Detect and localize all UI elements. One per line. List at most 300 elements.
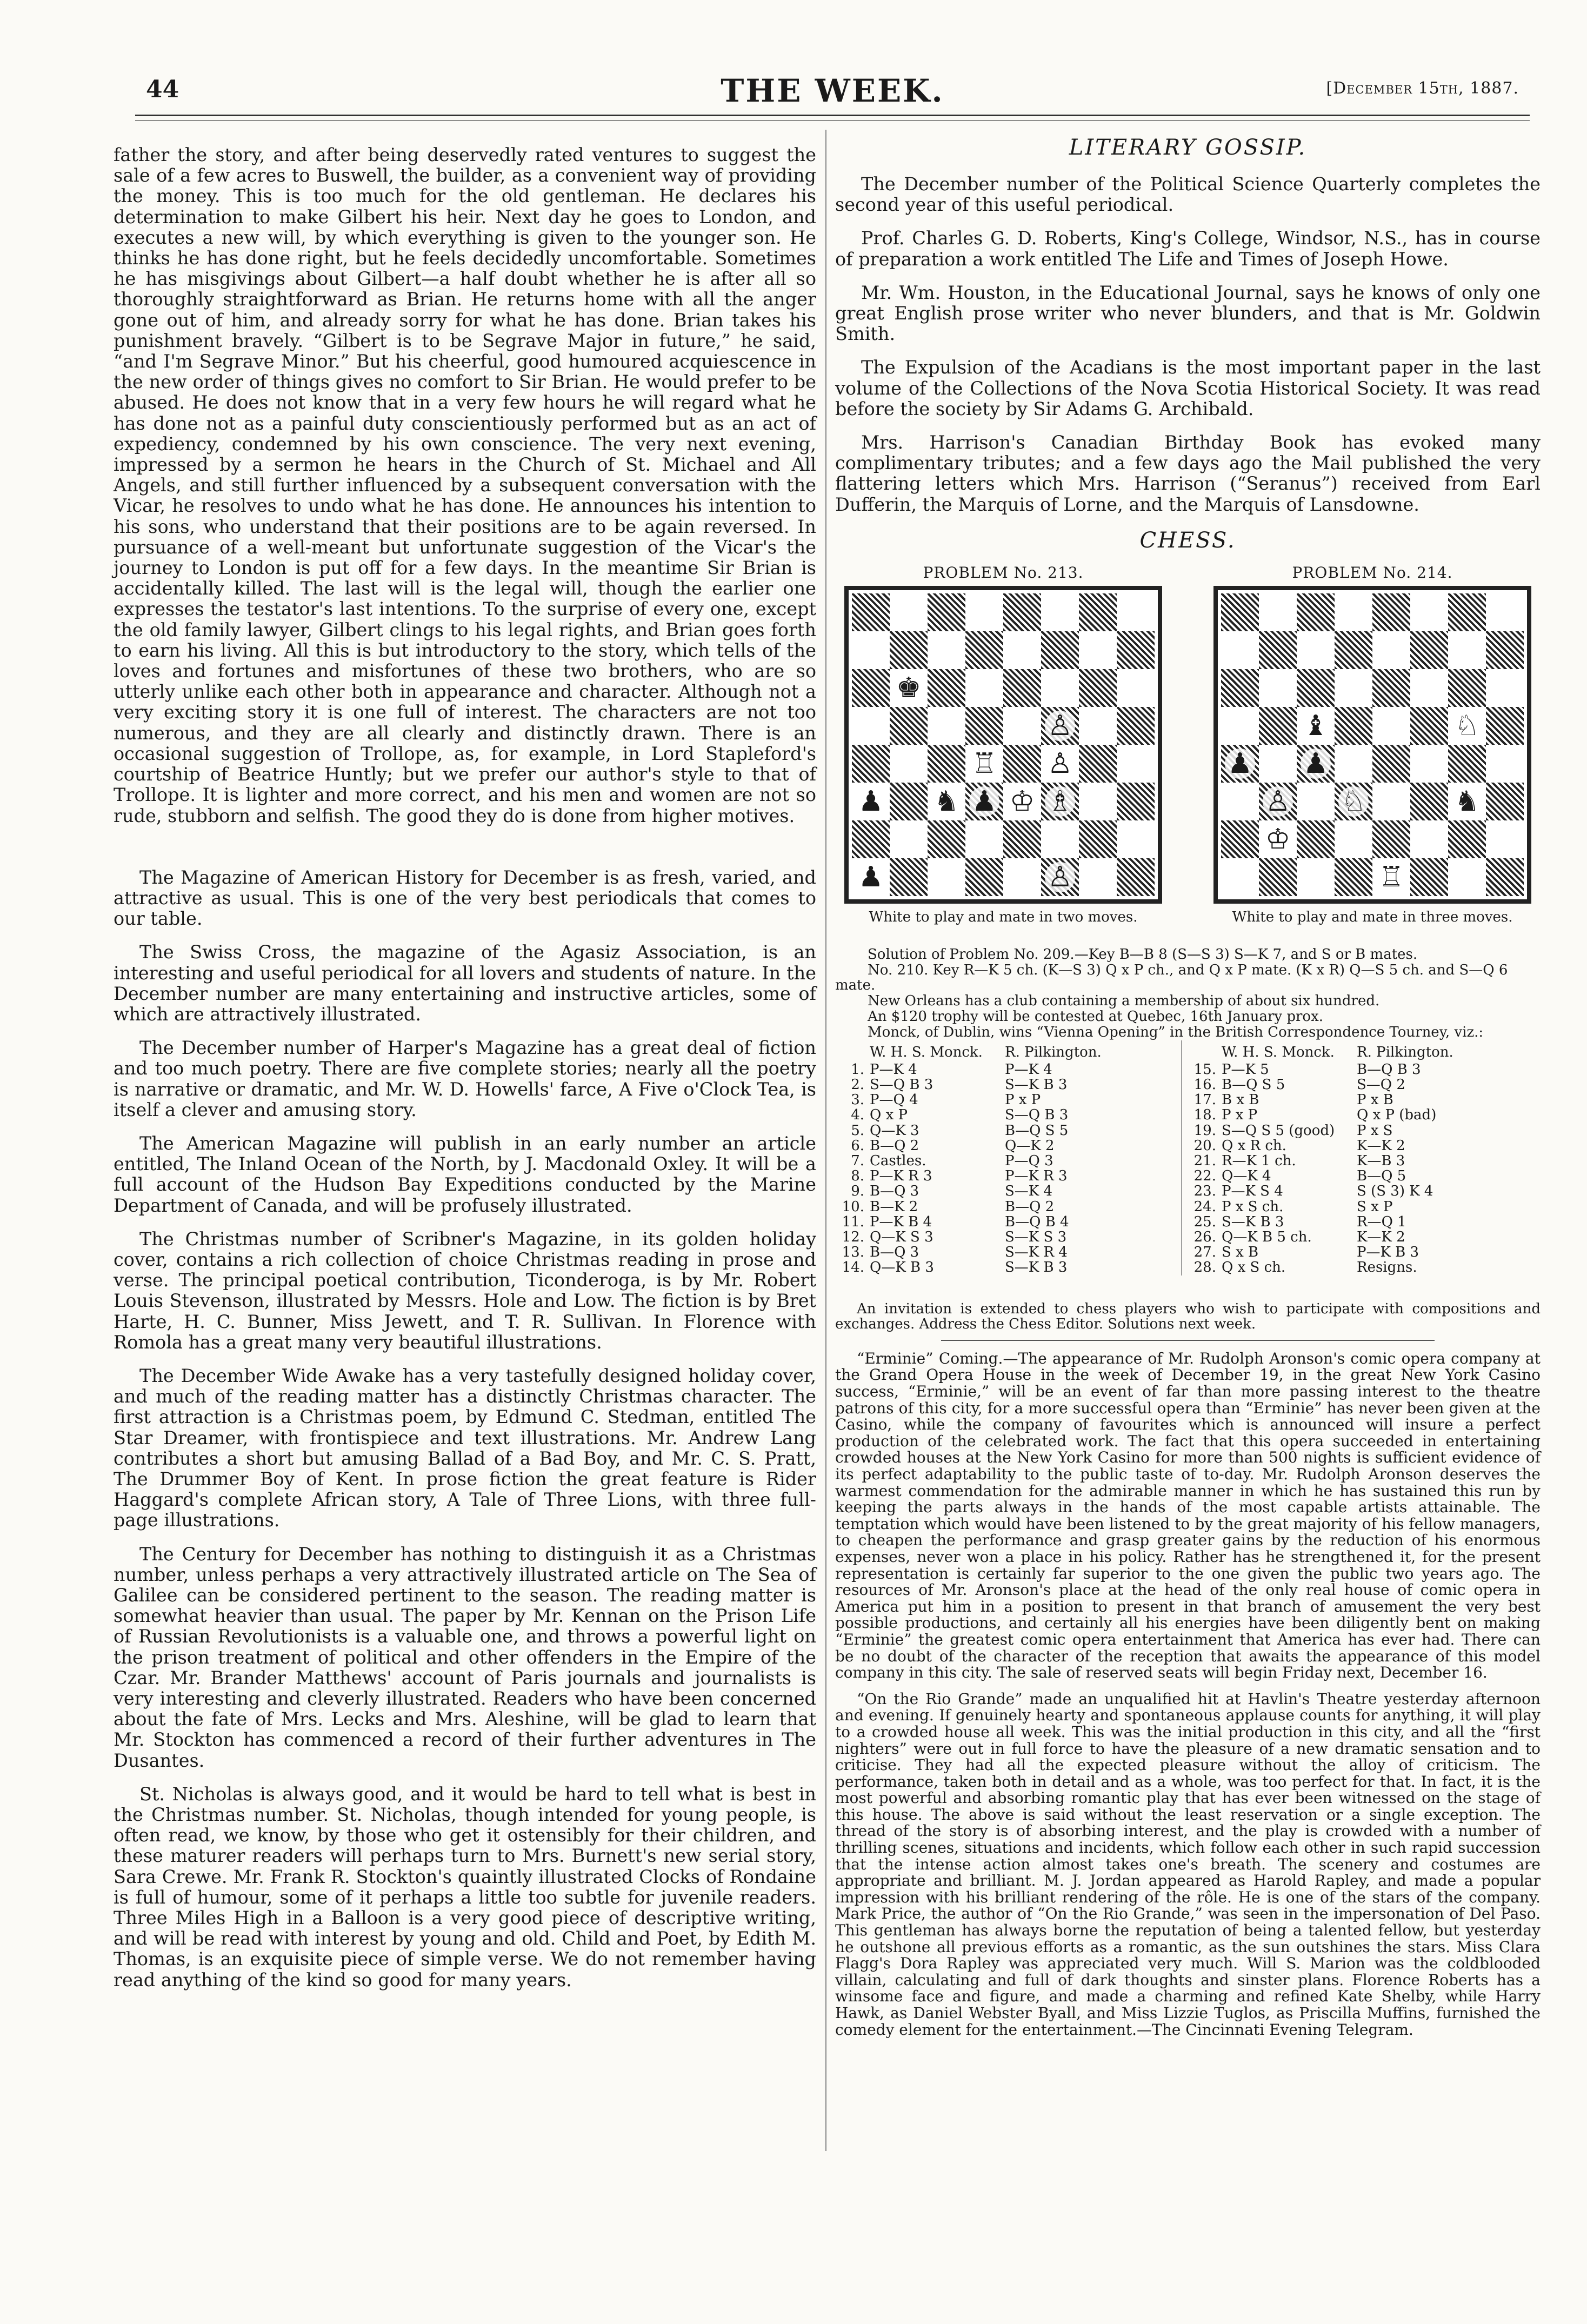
move-number: 23. <box>1193 1183 1216 1200</box>
move-row <box>1187 1077 1533 1092</box>
literary-gossip-heading: LITERARY GOSSIP. <box>1069 135 1307 160</box>
board-square-e5 <box>1372 707 1410 745</box>
masthead-title: THE WEEK. <box>721 72 944 109</box>
black-move: B—Q 2 <box>1005 1198 1055 1215</box>
chess-piece-icon: ♝ <box>1303 709 1329 742</box>
board-square-a2 <box>852 820 890 858</box>
black-move: S (S 3) K 4 <box>1357 1183 1433 1200</box>
white-move: B—Q 2 <box>870 1137 919 1154</box>
move-row <box>835 1230 1181 1245</box>
board-square-g1 <box>1448 858 1486 896</box>
black-move: R—Q 1 <box>1357 1213 1406 1230</box>
chess-piece-icon: ♟ <box>858 860 884 893</box>
white-move: B—Q 3 <box>870 1183 919 1200</box>
board-square-d7 <box>965 631 1003 669</box>
board-square-b4 <box>1259 745 1297 783</box>
left-column <box>114 145 816 2004</box>
board-square-h4 <box>1117 745 1155 783</box>
board-square-f4 <box>1041 745 1079 783</box>
board-square-f2 <box>1410 820 1448 858</box>
board-square-c7 <box>1297 631 1335 669</box>
move-number: 28. <box>1193 1259 1216 1276</box>
notice-paragraph: The December number of Harper's Magazine has a great deal of fiction and too much poetry. There are five complete stories; nearly all the poetry is narrative or dramatic, and Mr. W. D. Howells' farce, A Five o'Clock Tea, is itself a clever and amusing story. <box>114 1037 816 1120</box>
board-square-c1 <box>1297 858 1335 896</box>
move-number: 1. <box>851 1061 864 1078</box>
board-square-f8 <box>1041 593 1079 631</box>
black-move: Resigns. <box>1357 1259 1417 1276</box>
chess-board <box>1221 593 1524 896</box>
board-square-h6 <box>1486 669 1524 707</box>
move-row <box>835 1245 1181 1260</box>
board-square-g4 <box>1448 745 1486 783</box>
move-row <box>835 1199 1181 1214</box>
move-number: 3. <box>851 1092 864 1108</box>
board-square-h8 <box>1117 593 1155 631</box>
board-square-e3 <box>1003 783 1041 820</box>
board-square-f3 <box>1410 783 1448 820</box>
white-move: P—K B 4 <box>870 1213 932 1230</box>
white-move: P x P <box>1222 1107 1258 1124</box>
problem-caption: White to play and mate in three moves. <box>1232 909 1513 925</box>
page-header <box>146 72 1519 109</box>
board-square-a4 <box>1221 745 1259 783</box>
chess-problems <box>838 564 1537 925</box>
board-square-e1 <box>1372 858 1410 896</box>
chess-note: New Orleans has a club containing a membership of about six hundred. <box>868 993 1380 1010</box>
move-number: 9. <box>851 1183 864 1200</box>
chess-piece-icon: ♞ <box>1454 785 1480 818</box>
board-square-g5 <box>1079 707 1117 745</box>
board-square-g5 <box>1448 707 1486 745</box>
move-number: 6. <box>851 1137 864 1154</box>
board-square-g4 <box>1079 745 1117 783</box>
move-row <box>835 1260 1181 1275</box>
move-number-header <box>835 1045 870 1060</box>
board-square-g3 <box>1079 783 1117 820</box>
gossip-item: The December number of the Political Science Quarterly completes the second year of this useful periodical. <box>835 173 1541 216</box>
board-square-f1 <box>1410 858 1448 896</box>
black-player: R. Pilkington. <box>1357 1044 1453 1060</box>
game-header <box>1187 1045 1533 1060</box>
board-square-h1 <box>1117 858 1155 896</box>
rio-grande-notice: “On the Rio Grande” made an unqualified hit at Havlin's Theatre yesterday afternoon and evening. If genuinely hearty and spontaneous applause counts for anything, it will play to a crowded house all week. This was the initial production in this city, and all the “first nighters” were out in full force to have the pleasure of a new dramatic sensation and to criticise. They had all the expected pleasure without the alloy of criticism. The performance, taken both in detail and as a whole, was too perfect for that. In fact, it is the most powerful and absorbing romantic play that has ever been witnessed on the stage of this house. The above is said without the least reservation or a single exception. The thread of the story is of absorbing interest, and the play is crowded with a number of thrilling scenes, situations and incidents, which follow each other in such rapid succession that the intense action almost takes one's breath. The scenery and costumes are appropriate and brilliant. M. J. Jordan appeared as Harold Rapley, and made a popular impression with his brilliant rendering of the rôle. He is one of the stars of the company. Mark Price, the author of “On the Rio Grande,” was seen in the impersonation of Del Paso. This gentleman has always borne the reputation of being a talented fellow, but yesterday he outshone all previous efforts as a romantic, as the sun outshines the stars. Miss Clara Flagg's Dora Rapley was appreciated very much. Will S. Marion was the coldblooded villain, calculating and full of dark thoughts and sinster plans. Florence Roberts has a winsome face and figure, and made a charming and refined Kate Shelby, while Harry Hawk, as Daniel Webster Byall, and Miss Lizzie Tuglos, as Priscilla Muffins, furnished the comedy element for the entertainment.—The Cincinnati Evening Telegram. <box>835 1689 1541 2039</box>
move-row <box>1187 1214 1533 1230</box>
move-row <box>1187 1199 1533 1214</box>
chess-note: Monck, of Dublin, wins “Vienna Opening” in the British Correspondence Tourney, viz.: <box>868 1024 1484 1040</box>
board-square-f8 <box>1410 593 1448 631</box>
board-square-d5 <box>965 707 1003 745</box>
board-square-e6 <box>1003 669 1041 707</box>
black-move: B—Q B 3 <box>1357 1061 1421 1078</box>
move-number: 19. <box>1193 1122 1216 1139</box>
board-square-d4 <box>965 745 1003 783</box>
board-square-h2 <box>1486 820 1524 858</box>
board-square-d8 <box>965 593 1003 631</box>
board-square-g2 <box>1079 820 1117 858</box>
board-square-d5 <box>1335 707 1372 745</box>
erminie-notice: “Erminie” Coming.—The appearance of Mr. Rudolph Aronson's comic opera company at the Grand Opera House in the week of December 19, in the great New York Casino success, “Erminie,” will be an event of far than more passing interest to the theatre patrons of this city, for a more successful opera than “Erminie” has never been given at the Casino, while the company of favourites which is announced will insure a perfect production of the celebrated work. The fact that this opera succeeded in entertaining crowded houses at the New York Casino for more than 500 nights is sufficient evidence of its perfect adaptability to the public taste of to-day. Mr. Rudolph Aronson deserves the warmest commendation for the admirable manner in which he has sustained this run by keeping the parts always in the hands of the most capable artists attainable. The temptation which would have been listened to by the great majority of his fellow managers, to cheapen the performance and grasp greater gains by the reduction of his enormous expenses, never won a place in his policy. Rather has he strengthened it, for the present representation is certainly far superior to the one given the public two years ago. The resources of Mr. Aronson's place at the head of the only real house of comic opera in America put him in a position to present in that branch of amusement the very best possible productions, and certainly all his energies have been diligently bent on making “Erminie” the greatest comic opera entertainment that America has ever had. There can be no doubt of the character of the reception that awaits the appearance of this model company in this city. The sale of reserved seats will begin Friday next, December 16. <box>835 1349 1541 1682</box>
chess-piece-icon: ♘ <box>1454 709 1480 742</box>
board-square-g8 <box>1448 593 1486 631</box>
black-move: S—K 4 <box>1005 1183 1053 1200</box>
page-number: 44 <box>146 76 179 103</box>
black-move: Q x P (bad) <box>1357 1107 1437 1124</box>
move-number: 10. <box>842 1198 864 1215</box>
board-square-d6 <box>965 669 1003 707</box>
move-number: 27. <box>1193 1244 1216 1261</box>
notice-paragraph: The Swiss Cross, the magazine of the Agasiz Association, is an interesting and useful periodical for all lovers and students of nature. In the December number are many entertaining and instructive articles, some of which are attractively illustrated. <box>114 941 816 1025</box>
chess-piece-icon: ♔ <box>1009 785 1035 818</box>
board-square-f3 <box>1041 783 1079 820</box>
game-moves <box>1187 1062 1533 1275</box>
board-square-b3 <box>890 783 928 820</box>
board-square-d1 <box>965 858 1003 896</box>
board-square-h7 <box>1486 631 1524 669</box>
move-row <box>1187 1092 1533 1107</box>
board-square-d7 <box>1335 631 1372 669</box>
notice-paragraph: St. Nicholas is always good, and it would be hard to tell what is best in the Christmas number. St. Nicholas, though intended for young people, is often read, we know, by those who get it ostensibly for their children, and these maturer readers will perhaps turn to Mrs. Burnett's new serial story, Sara Crewe. Mr. Frank R. Stockton's quaintly illustrated Clocks of Rondaine is full of humour, some of it perhaps a little too subtle for juvenile readers. Three Miles High in a Balloon is a very good piece of descriptive writing, and will be read with interest by young and old. Child and Poet, by Edith M. Thomas, is an exquisite piece of simple verse. We do not remember having read anything of the kind so good for many years. <box>114 1783 816 1991</box>
notice-paragraph: The American Magazine will publish in an early number an article entitled, The Inland Ocean of the North, by J. Macdonald Oxley. It will be a full account of the Hudson Bay Expeditions conducted by the Marine Department of Canada, and will be profusely illustrated. <box>114 1132 816 1216</box>
black-move: S—K B 3 <box>1005 1259 1068 1276</box>
move-number: 2. <box>851 1077 864 1093</box>
chess-piece-icon: ♙ <box>1263 786 1293 817</box>
board-square-e4 <box>1372 745 1410 783</box>
gossip-item: The Expulsion of the Acadians is the most important paper in the last volume of the Collections of the Nova Scotia Historical Society. It was read before the society by Sir Adams G. Archibald. <box>835 357 1541 419</box>
board-square-b6 <box>1259 669 1297 707</box>
move-number: 25. <box>1193 1213 1216 1230</box>
board-square-e8 <box>1372 593 1410 631</box>
board-square-a3 <box>852 783 890 820</box>
black-move: K—K 2 <box>1357 1137 1405 1154</box>
board-square-d2 <box>965 820 1003 858</box>
white-move: Q—K S 3 <box>870 1229 933 1246</box>
white-move: S—K B 3 <box>1222 1213 1284 1230</box>
board-square-b2 <box>890 820 928 858</box>
move-number: 16. <box>1193 1077 1216 1093</box>
header-rule <box>135 115 1530 116</box>
chess-board-frame <box>844 586 1162 904</box>
move-row <box>835 1214 1181 1230</box>
board-square-a8 <box>1221 593 1259 631</box>
move-number: 22. <box>1193 1168 1216 1185</box>
white-move: P—Q 4 <box>870 1092 918 1108</box>
board-square-f5 <box>1041 707 1079 745</box>
board-square-c4 <box>928 745 965 783</box>
chess-piece-icon: ♟ <box>1301 749 1331 779</box>
problem-title: PROBLEM No. 214. <box>1292 563 1453 582</box>
board-square-c2 <box>928 820 965 858</box>
board-square-b2 <box>1259 820 1297 858</box>
black-move: P x B <box>1357 1092 1393 1108</box>
board-square-b1 <box>1259 858 1297 896</box>
board-square-a3 <box>1221 783 1259 820</box>
board-square-c8 <box>1297 593 1335 631</box>
board-square-g3 <box>1448 783 1486 820</box>
board-square-f7 <box>1410 631 1448 669</box>
white-move: B—Q 3 <box>870 1244 919 1261</box>
move-row <box>1187 1123 1533 1138</box>
move-row <box>835 1184 1181 1199</box>
chess-notes <box>835 947 1541 1040</box>
game-score <box>835 1040 1541 1275</box>
board-square-c1 <box>928 858 965 896</box>
board-square-c2 <box>1297 820 1335 858</box>
white-move: P—K R 3 <box>870 1168 932 1185</box>
board-square-e4 <box>1003 745 1041 783</box>
board-square-f6 <box>1410 669 1448 707</box>
move-row <box>835 1123 1181 1138</box>
white-move: Q x R ch. <box>1222 1137 1286 1154</box>
gossip-item: Mrs. Harrison's Canadian Birthday Book has evoked many complimentary tributes; and a few days ago the Mail published the very flattering letters which Mrs. Harrison (“Seranus”) received from Earl Dufferin, the Marquis of Lorne, and the Marquis of Lansdowne. <box>835 432 1541 515</box>
move-row <box>1187 1260 1533 1275</box>
move-number: 11. <box>842 1213 864 1230</box>
notice-paragraph: The Magazine of American History for December is as fresh, varied, and attractive as usual. This is one of the very best periodicals that comes to our table. <box>114 866 816 930</box>
board-square-e7 <box>1003 631 1041 669</box>
board-square-e6 <box>1372 669 1410 707</box>
black-move: S—Q 2 <box>1357 1077 1405 1093</box>
black-move: S x P <box>1357 1198 1393 1215</box>
move-row <box>835 1153 1181 1168</box>
black-move: P—K B 3 <box>1357 1244 1419 1261</box>
move-row <box>835 1168 1181 1184</box>
move-number: 20. <box>1193 1137 1216 1154</box>
move-row <box>1187 1138 1533 1153</box>
board-square-g2 <box>1448 820 1486 858</box>
board-square-b8 <box>1259 593 1297 631</box>
board-square-d3 <box>965 783 1003 820</box>
chess-piece-icon: ♘ <box>1338 786 1369 817</box>
board-square-c3 <box>928 783 965 820</box>
black-move: P—Q 3 <box>1005 1153 1053 1170</box>
board-square-b5 <box>890 707 928 745</box>
black-player: R. Pilkington. <box>1005 1044 1102 1060</box>
white-move: Q x P <box>870 1107 908 1124</box>
black-move: B—Q B 4 <box>1005 1213 1069 1230</box>
white-move: Castles. <box>870 1153 926 1170</box>
move-number: 13. <box>842 1244 864 1261</box>
move-row <box>1187 1230 1533 1245</box>
chess-heading: CHESS. <box>1139 527 1236 553</box>
white-move: P—K S 4 <box>1222 1183 1283 1200</box>
board-square-h1 <box>1486 858 1524 896</box>
chess-piece-icon: ♟ <box>1225 749 1255 779</box>
white-move: R—K 1 ch. <box>1222 1153 1296 1170</box>
white-move: Q x S ch. <box>1222 1259 1286 1276</box>
chess-invitation: An invitation is extended to chess players who wish to participate with compositions and exchanges. Address the Chess Editor. Solutions next week. <box>835 1300 1541 1333</box>
problem-title: PROBLEM No. 213. <box>923 563 1084 582</box>
column-divider <box>825 130 826 2151</box>
black-move: S—K S 3 <box>1005 1229 1067 1246</box>
black-move: P x P <box>1005 1092 1041 1108</box>
move-number: 18. <box>1193 1107 1216 1124</box>
move-number: 5. <box>851 1122 864 1139</box>
move-number: 14. <box>842 1259 864 1276</box>
board-square-b1 <box>890 858 928 896</box>
chess-piece-icon: ♖ <box>1378 860 1404 893</box>
board-square-c6 <box>928 669 965 707</box>
board-square-g6 <box>1448 669 1486 707</box>
board-square-b7 <box>890 631 928 669</box>
move-row <box>835 1107 1181 1123</box>
move-row <box>1187 1245 1533 1260</box>
chess-piece-icon: ♙ <box>1047 747 1073 780</box>
move-row <box>835 1092 1181 1107</box>
right-column <box>835 135 1541 2048</box>
move-row <box>1187 1107 1533 1123</box>
board-square-d8 <box>1335 593 1372 631</box>
board-square-g1 <box>1079 858 1117 896</box>
black-move: P—K 4 <box>1005 1061 1052 1078</box>
move-row <box>1187 1153 1533 1168</box>
board-square-h4 <box>1486 745 1524 783</box>
chess-piece-icon: ♗ <box>1045 786 1075 817</box>
board-square-a6 <box>1221 669 1259 707</box>
move-number: 12. <box>842 1229 864 1246</box>
chess-note: An $120 trophy will be contested at Quebec, 16th January prox. <box>868 1009 1324 1025</box>
black-move: K—B 3 <box>1357 1153 1405 1170</box>
chess-piece-icon: ♔ <box>1265 823 1291 856</box>
board-square-e2 <box>1003 820 1041 858</box>
board-square-a5 <box>1221 707 1259 745</box>
black-move: K—K 2 <box>1357 1229 1405 1246</box>
move-row <box>835 1077 1181 1092</box>
white-player: W. H. S. Monck. <box>870 1044 983 1060</box>
board-square-f7 <box>1041 631 1079 669</box>
move-number: 17. <box>1193 1092 1216 1108</box>
white-move: B—Q S 5 <box>1222 1077 1285 1093</box>
board-square-c4 <box>1297 745 1335 783</box>
board-square-c6 <box>1297 669 1335 707</box>
white-move: Q—K B 3 <box>870 1259 934 1276</box>
chess-piece-icon: ♟ <box>858 785 884 818</box>
white-move: B—K 2 <box>870 1198 918 1215</box>
board-square-a8 <box>852 593 890 631</box>
board-square-g6 <box>1079 669 1117 707</box>
notice-paragraph: The Century for December has nothing to distinguish it as a Christmas number, unless perhaps a very attractively illustrated article on The Sea of Galilee can be considered pertinent to the season. The reading matter is somewhat heavier than usual. The paper by Mr. Kennan on the Prison Life of Russian Revolutionists is a valuable one, and throws a powerful light on the prison treatment of political and other offenders in the Empire of the Czar. Mr. Brander Matthews' account of Paris journals and journalists is very interesting and cleverly illustrated. Readers who have been concerned about the fate of Mrs. Lecks and Mrs. Aleshine, will be glad to learn that Mr. Stockton has commenced a record of their further adventures in The Dusantes. <box>114 1543 816 1771</box>
white-move: Q—K 3 <box>870 1122 919 1139</box>
game-half-right <box>1187 1040 1533 1275</box>
black-move: S—K R 4 <box>1005 1244 1068 1261</box>
board-square-c8 <box>928 593 965 631</box>
board-square-b6 <box>890 669 928 707</box>
board-square-a5 <box>852 707 890 745</box>
game-divider <box>1181 1040 1182 1275</box>
chess-piece-icon: ♚ <box>896 671 922 704</box>
board-square-a6 <box>852 669 890 707</box>
board-square-b7 <box>1259 631 1297 669</box>
chess-board <box>852 593 1155 896</box>
board-square-b5 <box>1259 707 1297 745</box>
white-move: B x B <box>1222 1092 1259 1108</box>
gossip-item: Prof. Charles G. D. Roberts, King's College, Windsor, N.S., has in course of preparation a work entitled The Life and Times of Joseph Howe. <box>835 228 1541 270</box>
board-square-a2 <box>1221 820 1259 858</box>
move-number: 26. <box>1193 1229 1216 1246</box>
move-number: 7. <box>851 1153 864 1170</box>
notice-paragraph: The Christmas number of Scribner's Magazine, in its golden holiday cover, contains a rich collection of choice Christmas reading in prose and verse. The principal poetical contribution, Ticonderoga, is by Mr. Robert Louis Stevenson, illustrated by Messrs. Hole and Low. The fiction is by Bret Harte, H. C. Bunner, Miss Jewett, and T. R. Sullivan. In Florence with Romola has a great many very beautiful illustrations. <box>114 1228 816 1353</box>
board-square-a1 <box>1221 858 1259 896</box>
board-square-h6 <box>1117 669 1155 707</box>
chess-note: Solution of Problem No. 209.—Key B—B 8 (S—S 3) S—K 7, and S or B mates. <box>868 946 1418 963</box>
move-row <box>835 1138 1181 1153</box>
white-move: Q—K B 5 ch. <box>1222 1229 1312 1246</box>
game-header <box>835 1045 1181 1060</box>
board-square-f2 <box>1041 820 1079 858</box>
move-number: 4. <box>851 1107 864 1124</box>
board-square-h8 <box>1486 593 1524 631</box>
black-move: B—Q S 5 <box>1005 1122 1069 1139</box>
board-square-c5 <box>1297 707 1335 745</box>
board-square-h3 <box>1486 783 1524 820</box>
issue-date: [December 15th, 1887. <box>1326 79 1519 98</box>
move-number: 8. <box>851 1168 864 1185</box>
board-square-h7 <box>1117 631 1155 669</box>
chess-piece-icon: ♟ <box>969 786 999 817</box>
board-square-a7 <box>1221 631 1259 669</box>
board-square-h5 <box>1117 707 1155 745</box>
board-square-a1 <box>852 858 890 896</box>
spacer <box>114 826 816 867</box>
board-square-b3 <box>1259 783 1297 820</box>
board-square-c5 <box>928 707 965 745</box>
board-square-a7 <box>852 631 890 669</box>
board-square-g7 <box>1079 631 1117 669</box>
chess-piece-icon: ♖ <box>971 747 997 780</box>
white-move: S—Q B 3 <box>870 1077 933 1093</box>
board-square-e5 <box>1003 707 1041 745</box>
board-square-g7 <box>1448 631 1486 669</box>
white-move: S x B <box>1222 1244 1259 1261</box>
board-square-d3 <box>1335 783 1372 820</box>
board-square-e7 <box>1372 631 1410 669</box>
notice-paragraph: The December Wide Awake has a very tastefully designed holiday cover, and much of the reading matter has a distinctly Christmas character. The first attraction is a Christmas poem, by Edmund C. Stedman, entitled The Star Dreamer, with frontispiece and text illustrations. Mr. Andrew Lang contributes a short but amusing Ballad of a Bad Boy, and Mr. C. S. Pratt, The Drummer Boy of Kent. In prose fiction the great feature is Rider Haggard's complete African story, A Tale of Three Lions, with three full-page illustrations. <box>114 1365 816 1531</box>
black-move: Q—K 2 <box>1005 1137 1055 1154</box>
review-paragraph: father the story, and after being deservedly rated ventures to suggest the sale of a few acres to Buswell, the builder, as a convenient way of providing the money. This is too much for the old gentleman. He declares his determination to make Gilbert his heir. Next day he goes to London, and executes a new will, by which everything is given to the younger son. He thinks he has done right, but he feels decidedly uncomfortable. Sometimes he has misgivings about Gilbert—a half doubt whether he is after all so thoroughly straightforward as Brian. He returns home with all the anger gone out of him, and already sorry for what he has done. Brian takes his punishment bravely. “Gilbert is to be Segrave Major in future,” he said, “and I'm Segrave Minor.” But his cheerful, good humoured acquiescence in the new order of things gives no comfort to Sir Brian. He would prefer to be abused. He does not know that in a very few hours he will regard what he has done not as a painful duty conscientiously performed but as an act of expediency, condemned by his own conscience. The very next evening, impressed by a sermon he hears in the Church of St. Michael and All Angels, and still further influenced by a subsequent conversation with the Vicar, he resolves to undo what he has done. He announces his intention to his sons, who understand that their positions are to be again reversed. In pursuance of a well-meant but unfortunate suggestion of the Vicar's the journey to London is put off for a few days. In the meantime Sir Brian is accidentally killed. The last will is the legal will, though the earlier one expresses the testator's last intentions. To the surprise of every one, except the old family lawyer, Gilbert clings to his legal rights, and Brian goes forth to earn his living. All this is but introductory to the story, which tells of the loves and fortunes and misfortunes of these two brothers, who are so utterly unlike each other both in appearance and character. Although not a very exciting story it is one full of interest. The characters are not too numerous, and they are all clearly and distinctly drawn. There is an occasional suggestion of Trollope, as, for example, in Lord Stapleford's courtship of Beatrice Huntly; but we prefer our author's style to that of Trollope. It is lighter and more correct, and his men and women are not so rude, stubborn and selfish. The good they do is done from higher motives. <box>114 144 816 826</box>
board-square-g8 <box>1079 593 1117 631</box>
white-player: W. H. S. Monck. <box>1222 1044 1335 1060</box>
gossip-item: Mr. Wm. Houston, in the Educational Journal, says he knows of only one great English prose writer who never blunders, and that is Mr. Goldwin Smith. <box>835 282 1541 345</box>
game-half-left <box>835 1040 1181 1275</box>
white-move: P x S ch. <box>1222 1198 1284 1215</box>
problem-213 <box>838 564 1168 925</box>
chess-piece-icon: ♙ <box>1045 711 1075 741</box>
board-square-b4 <box>890 745 928 783</box>
move-number: 21. <box>1193 1153 1216 1170</box>
board-square-c3 <box>1297 783 1335 820</box>
board-square-h2 <box>1117 820 1155 858</box>
white-move: P—K 4 <box>870 1061 917 1078</box>
chess-piece-icon: ♞ <box>933 785 959 818</box>
board-square-e1 <box>1003 858 1041 896</box>
board-square-h3 <box>1117 783 1155 820</box>
board-square-f5 <box>1410 707 1448 745</box>
black-move: S—K B 3 <box>1005 1077 1068 1093</box>
board-square-e3 <box>1372 783 1410 820</box>
chess-board-frame <box>1213 586 1531 904</box>
board-square-e2 <box>1372 820 1410 858</box>
board-square-f1 <box>1041 858 1079 896</box>
black-move: B—Q 5 <box>1357 1168 1406 1185</box>
problem-caption: White to play and mate in two moves. <box>869 909 1138 925</box>
board-square-a4 <box>852 745 890 783</box>
chess-piece-icon: ♙ <box>1045 862 1075 892</box>
board-square-d1 <box>1335 858 1372 896</box>
header-rule-thin <box>135 120 1530 121</box>
black-move: P x S <box>1357 1122 1393 1139</box>
chess-note: No. 210. Key R—K 5 ch. (K—S 3) Q x P ch., and Q x P mate. (K x R) Q—S 5 ch. and S—Q 6 mate. <box>835 961 1508 994</box>
board-square-d2 <box>1335 820 1372 858</box>
board-square-c7 <box>928 631 965 669</box>
board-square-f4 <box>1410 745 1448 783</box>
